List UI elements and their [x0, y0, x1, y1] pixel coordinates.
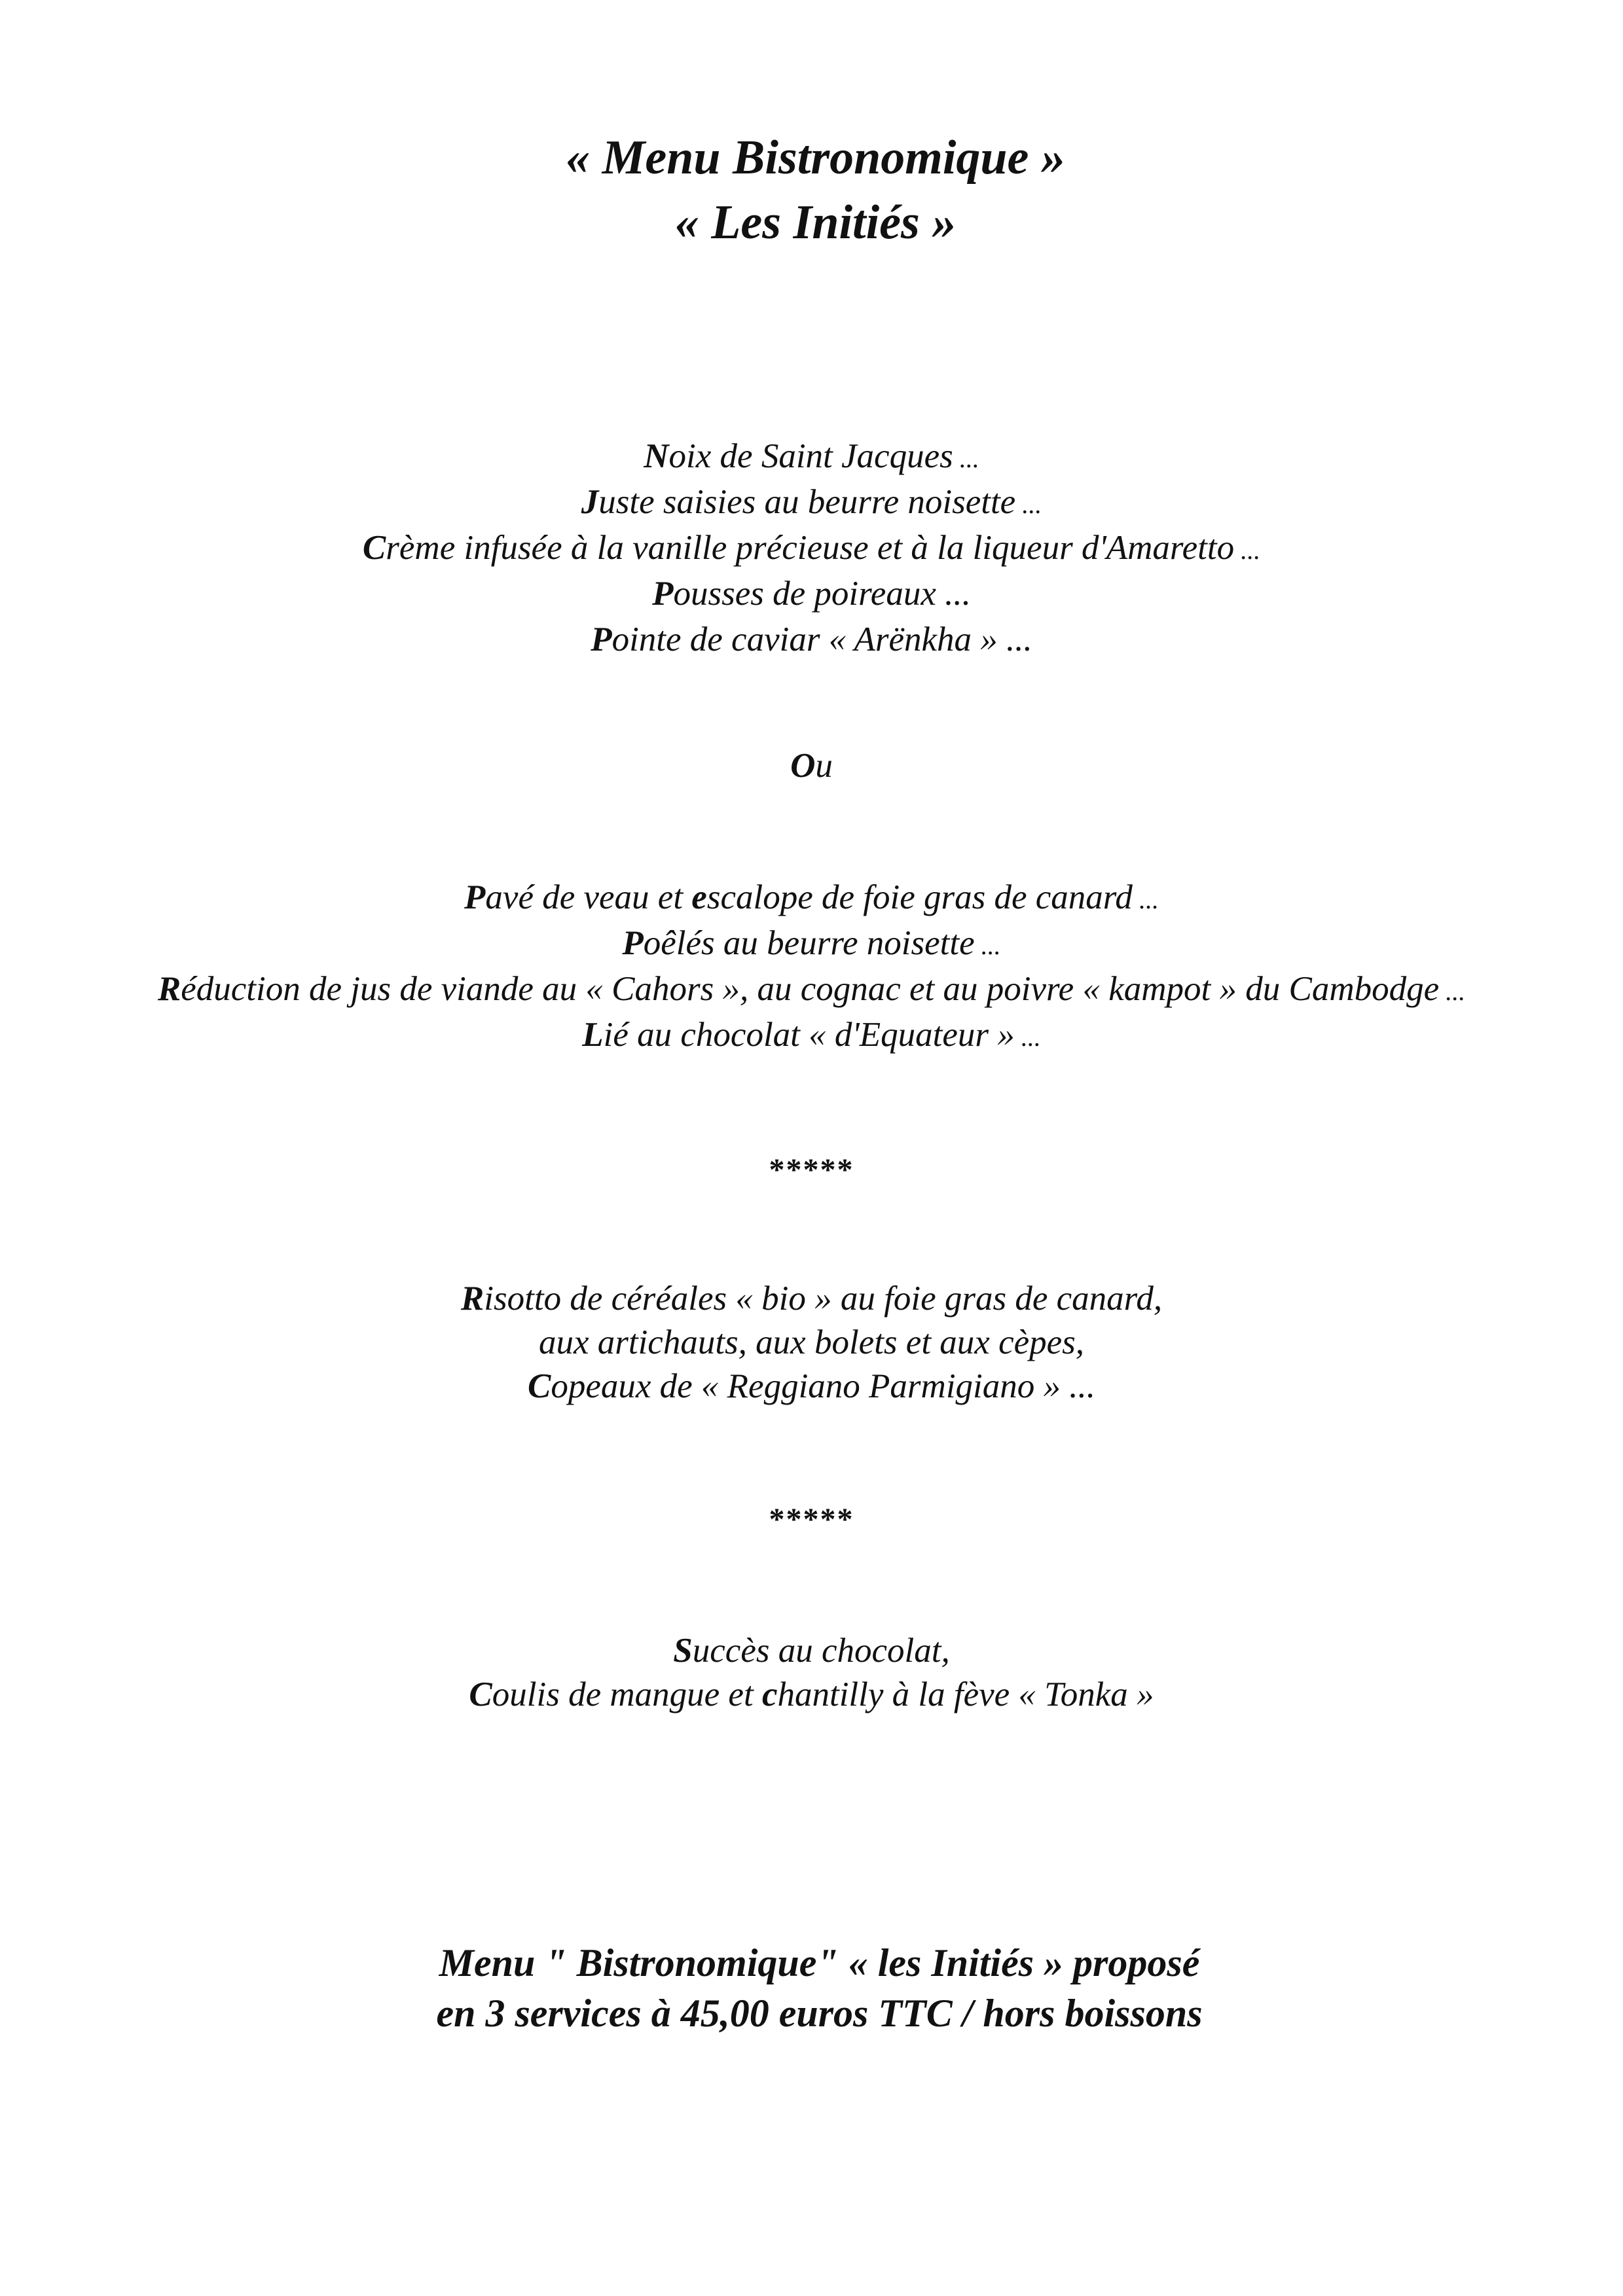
starter-option-1 [0, 435, 1623, 664]
dish-line: Poêlés au beurre noisette ... [622, 924, 1001, 962]
dish-line: Risotto de céréales « bio » au foie gras de canard, [460, 1280, 1163, 1318]
dish-line: Copeaux de « Reggiano Parmigiano » ... [527, 1367, 1096, 1405]
dish-line: Coulis de mangue et chantilly à la fève « Tonka » [469, 1676, 1154, 1713]
main-course [0, 1277, 1623, 1408]
dish-line: Lié au chocolat « d'Equateur » ... [582, 1016, 1041, 1054]
menu-subtitle: « Les Initiés » [674, 196, 957, 249]
dessert [0, 1629, 1623, 1717]
dish-line: Pousses de poireaux ... [652, 575, 971, 613]
separator: ***** [769, 1502, 854, 1537]
dish-line: aux artichauts, aux bolets et aux cèpes, [538, 1323, 1085, 1361]
dish-line: Crème infusée à la vanille précieuse et à la liqueur d'Amaretto ... [362, 529, 1261, 567]
dish-line: Succès au chocolat, [673, 1632, 950, 1670]
price-note-detail: en 3 services à 45,00 euros TTC / hors boissons [436, 1992, 1203, 2035]
price-note: Menu " Bistronomique" « les Initiés » proposé [439, 1941, 1200, 1984]
separator: ***** [769, 1153, 854, 1187]
starter-option-2 [0, 876, 1623, 1059]
or-label: Ou [790, 747, 833, 785]
menu-title: « Menu Bistronomique » [566, 131, 1065, 185]
dish-line: Réduction de jus de viande au « Cahors », au cognac et au poivre « kampot » du Cambodge ... [157, 970, 1466, 1008]
dish-line: Pointe de caviar « Arënkha » ... [591, 620, 1032, 658]
dish-line: Pavé de veau et escalope de foie gras de canard ... [464, 878, 1159, 916]
dish-line: Juste saisies au beurre noisette ... [581, 483, 1042, 521]
dish-line: Noix de Saint Jacques ... [644, 437, 979, 475]
